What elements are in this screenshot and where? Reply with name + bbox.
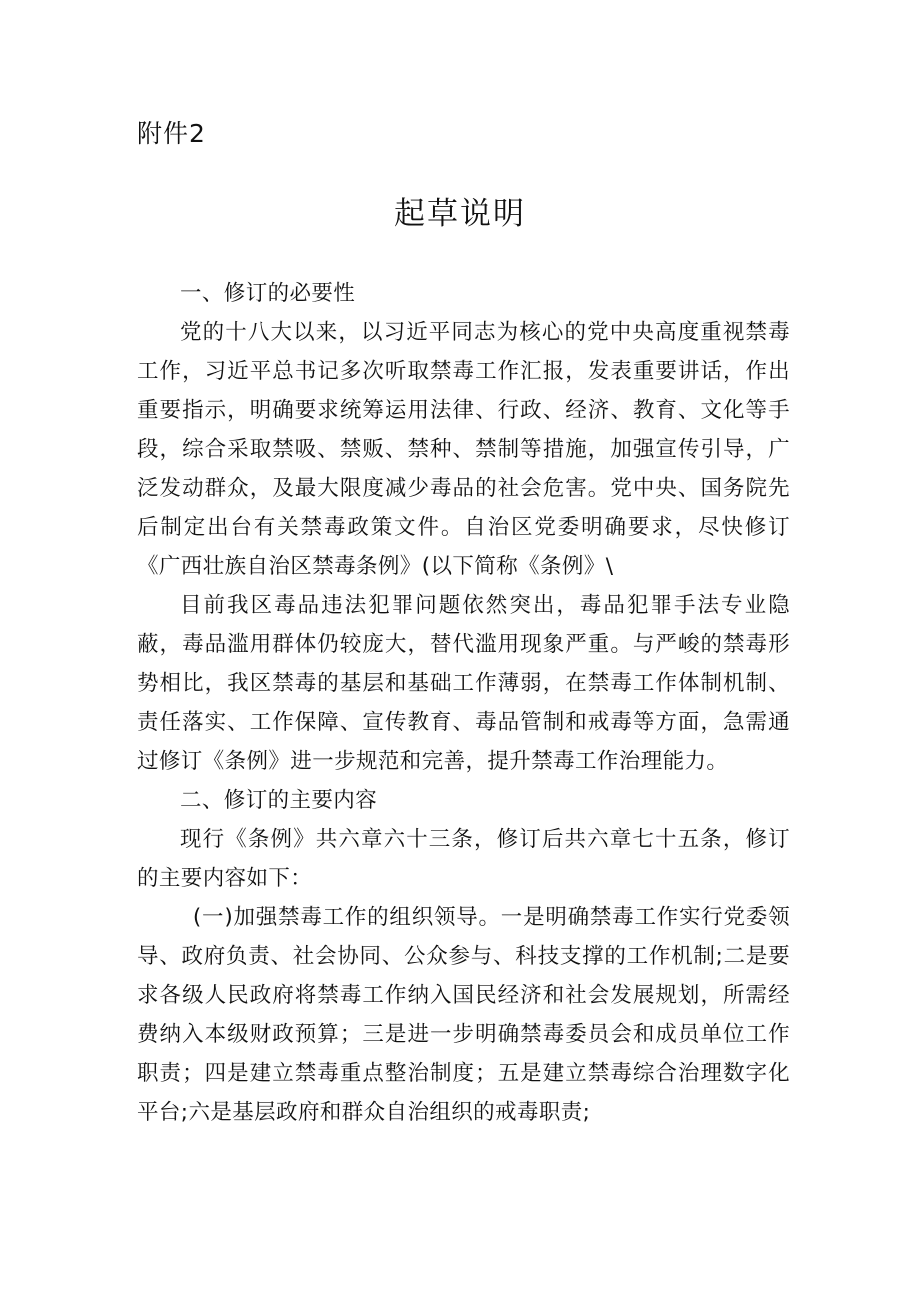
paragraph-current-situation: 目前我区毒品违法犯罪问题依然突出，毒品犯罪手法专业隐蔽，毒品滥用群体仍较庞大，替代滥用现象严重。与严峻的禁毒形势相比，我区禁毒的基层和基础工作薄弱，在禁毒工作体制机制、责任落实、工作保障、宣传教育、毒品管制和戒毒等方面，急需通过修订《条例》进一步规范和完善，提升禁毒工作治理能力。 bbox=[137, 593, 790, 774]
attachment-label: 附件2 bbox=[137, 119, 206, 148]
document-title: 起草说明 bbox=[394, 196, 526, 232]
paragraph-revision-intro: 现行《条例》共六章六十三条，修订后共六章七十五条，修订的主要内容如下： bbox=[137, 827, 790, 891]
section-heading-main-content: 二、修订的主要内容 bbox=[180, 788, 378, 813]
paragraph-item-organization-leadership: (一)加强禁毒工作的组织领导。一是明确禁毒工作实行党委领导、政府负责、社会协同、公众参与、科技支撑的工作机制;二是要求各级人民政府将禁毒工作纳入国民经济和社会发展规划，所需经费纳入本级财政预算；三是进一步明确禁毒委员会和成员单位工作职责；四是建立禁毒重点整治制度；五是建立禁毒综合治理数字化平台;六是基层政府和群众自治组织的戒毒职责; bbox=[137, 905, 790, 1125]
section-heading-necessity: 一、修订的必要性 bbox=[180, 281, 356, 306]
paragraph-background: 党的十八大以来，以习近平同志为核心的党中央高度重视禁毒工作，习近平总书记多次听取禁毒工作汇报，发表重要讲话，作出重要指示，明确要求统筹运用法律、行政、经济、教育、文化等手段，综合采取禁吸、禁贩、禁种、禁制等措施，加强宣传引导，广泛发动群众，及最大限度减少毒品的社会危害。党中央、国务院先后制定出台有关禁毒政策文件。自治区党委明确要求，尽快修订《广西壮族自治区禁毒条例》(以下简称《条例》\ bbox=[137, 320, 790, 579]
document-body bbox=[137, 274, 790, 1132]
